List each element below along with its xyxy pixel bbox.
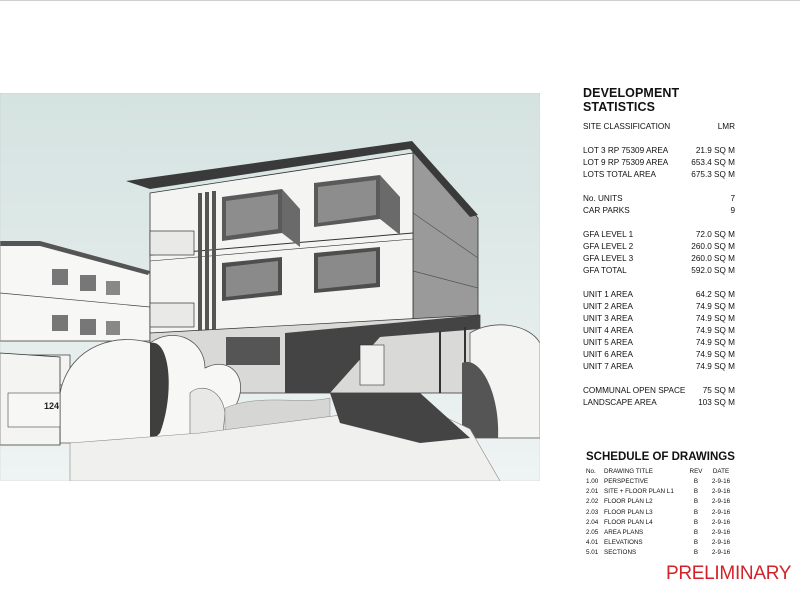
drawing-rev: B	[693, 518, 699, 526]
stats-row	[583, 121, 735, 133]
schedule-row	[586, 538, 736, 548]
building-perspective-render	[0, 93, 540, 481]
stats-label: UNIT 1 AREA	[583, 290, 633, 299]
drawing-number: 2.05	[586, 529, 599, 537]
drawing-title: AREA PLANS	[604, 529, 644, 537]
drawing-number: 5.01	[586, 549, 599, 557]
header-no: No.	[586, 468, 596, 475]
front-wall	[0, 353, 60, 445]
stats-group-gap	[583, 133, 735, 145]
stats-label: GFA LEVEL 2	[583, 242, 634, 251]
drawing-number: 2.02	[586, 498, 599, 506]
stats-label: UNIT 7 AREA	[583, 362, 633, 371]
stats-value: 103 SQ M	[698, 398, 735, 407]
drawing-date: 2-9-16	[711, 529, 731, 537]
drawing-number: 4.01	[586, 539, 599, 547]
schedule-row	[586, 508, 736, 518]
schedule-row	[586, 548, 736, 558]
stats-value: 7	[730, 194, 735, 203]
stats-value: 74.9 SQ M	[695, 326, 735, 335]
stats-value: 675.3 SQ M	[691, 170, 735, 179]
header-rev: REV	[689, 468, 703, 475]
stats-value: 72.0 SQ M	[695, 230, 735, 239]
schedule-title: SCHEDULE OF DRAWINGS	[586, 451, 735, 463]
stats-row	[583, 169, 735, 181]
drawing-title: SITE + FLOOR PLAN L1	[604, 488, 674, 496]
stats-label: LANDSCAPE AREA	[583, 398, 657, 407]
stats-row	[583, 229, 735, 241]
stats-row	[583, 397, 735, 409]
stats-label: LOT 9 RP 75309 AREA	[583, 158, 669, 167]
stats-value: 75 SQ M	[702, 386, 735, 395]
stats-value: 9	[730, 206, 735, 215]
stats-label: LOT 3 RP 75309 AREA	[583, 146, 669, 155]
schedule-of-drawings	[586, 451, 736, 559]
drawing-title: FLOOR PLAN L4	[604, 518, 653, 526]
drawing-rev: B	[693, 539, 699, 547]
stats-row	[583, 157, 735, 169]
drawing-title: ELEVATIONS	[604, 539, 643, 547]
stats-row	[583, 289, 735, 301]
drawing-title: FLOOR PLAN L3	[604, 508, 653, 516]
schedule-row	[586, 487, 736, 497]
drawing-number: 2.03	[586, 508, 599, 516]
drawing-date: 2-9-16	[711, 518, 731, 526]
header-date: DATE	[712, 468, 730, 475]
schedule-table	[586, 467, 736, 559]
stats-label: UNIT 4 AREA	[583, 326, 633, 335]
schedule-header-row	[586, 467, 736, 477]
drawing-rev: B	[693, 529, 699, 537]
stats-row	[583, 313, 735, 325]
drawing-date: 2-9-16	[711, 488, 731, 496]
preliminary-stamp: PRELIMINARY	[666, 563, 792, 584]
stats-group-gap	[583, 217, 735, 229]
stats-value: 653.4 SQ M	[691, 158, 735, 167]
stats-group-gap	[583, 181, 735, 193]
stats-group-gap	[583, 277, 735, 289]
drawing-number: 2.04	[586, 518, 599, 526]
drawing-date: 2-9-16	[711, 478, 731, 485]
page-top-rule	[0, 0, 800, 1]
stats-label: UNIT 3 AREA	[583, 314, 633, 323]
stats-label: UNIT 6 AREA	[583, 350, 633, 359]
stats-row	[583, 205, 735, 217]
stats-value: 260.0 SQ M	[691, 242, 735, 251]
street-number-sign: 124	[44, 401, 60, 411]
stats-value: 74.9 SQ M	[695, 350, 735, 359]
stats-label: SITE CLASSIFICATION	[583, 122, 671, 131]
header-drawing-title: DRAWING TITLE	[604, 468, 653, 475]
drawing-rev: B	[693, 549, 699, 557]
stats-row	[583, 145, 735, 157]
stats-group-gap	[583, 373, 735, 385]
stats-row	[583, 193, 735, 205]
stats-value: LMR	[717, 122, 735, 131]
drawing-rev: B	[693, 508, 699, 516]
stats-value: 21.9 SQ M	[695, 146, 735, 155]
stats-label: GFA LEVEL 1	[583, 230, 634, 239]
drawing-rev: B	[693, 478, 699, 485]
stats-label: GFA TOTAL	[583, 266, 627, 275]
stats-label: No. UNITS	[583, 194, 623, 203]
drawing-date: 2-9-16	[711, 539, 731, 547]
stats-row	[583, 325, 735, 337]
drawing-rev: B	[693, 498, 699, 506]
stats-row	[583, 253, 735, 265]
drawing-title: SECTIONS	[604, 549, 637, 557]
schedule-row	[586, 528, 736, 538]
stats-value: 260.0 SQ M	[691, 254, 735, 263]
drawing-number: 1.00	[586, 478, 599, 485]
stats-value: 74.9 SQ M	[695, 338, 735, 347]
stats-label: COMMUNAL OPEN SPACE	[583, 386, 686, 395]
stats-label: UNIT 5 AREA	[583, 338, 633, 347]
stats-value: 74.9 SQ M	[695, 362, 735, 371]
drawing-number: 2.01	[586, 488, 599, 496]
stats-label: LOTS TOTAL AREA	[583, 170, 656, 179]
schedule-row	[586, 477, 736, 487]
drawing-title: FLOOR PLAN L2	[604, 498, 653, 506]
stats-row	[583, 361, 735, 373]
drawing-date: 2-9-16	[711, 498, 731, 506]
stats-row	[583, 337, 735, 349]
stats-value: 64.2 SQ M	[695, 290, 735, 299]
stats-label: GFA LEVEL 3	[583, 254, 634, 263]
drawing-date: 2-9-16	[711, 549, 731, 557]
development-statistics	[583, 86, 735, 409]
schedule-row	[586, 497, 736, 507]
stats-value: 74.9 SQ M	[695, 302, 735, 311]
stats-row	[583, 349, 735, 361]
stats-title: DEVELOPMENT STATISTICS	[583, 86, 680, 114]
stats-table	[583, 121, 735, 409]
stats-row	[583, 241, 735, 253]
drawing-title: PERSPECTIVE	[604, 478, 649, 485]
stats-row	[583, 301, 735, 313]
stats-row	[583, 385, 735, 397]
stats-row	[583, 265, 735, 277]
schedule-row	[586, 518, 736, 528]
stats-value: 74.9 SQ M	[695, 314, 735, 323]
stats-label: UNIT 2 AREA	[583, 302, 633, 311]
stats-value: 592.0 SQ M	[691, 266, 735, 275]
stats-label: CAR PARKS	[583, 206, 630, 215]
drawing-rev: B	[693, 488, 699, 496]
drawing-date: 2-9-16	[711, 508, 731, 516]
